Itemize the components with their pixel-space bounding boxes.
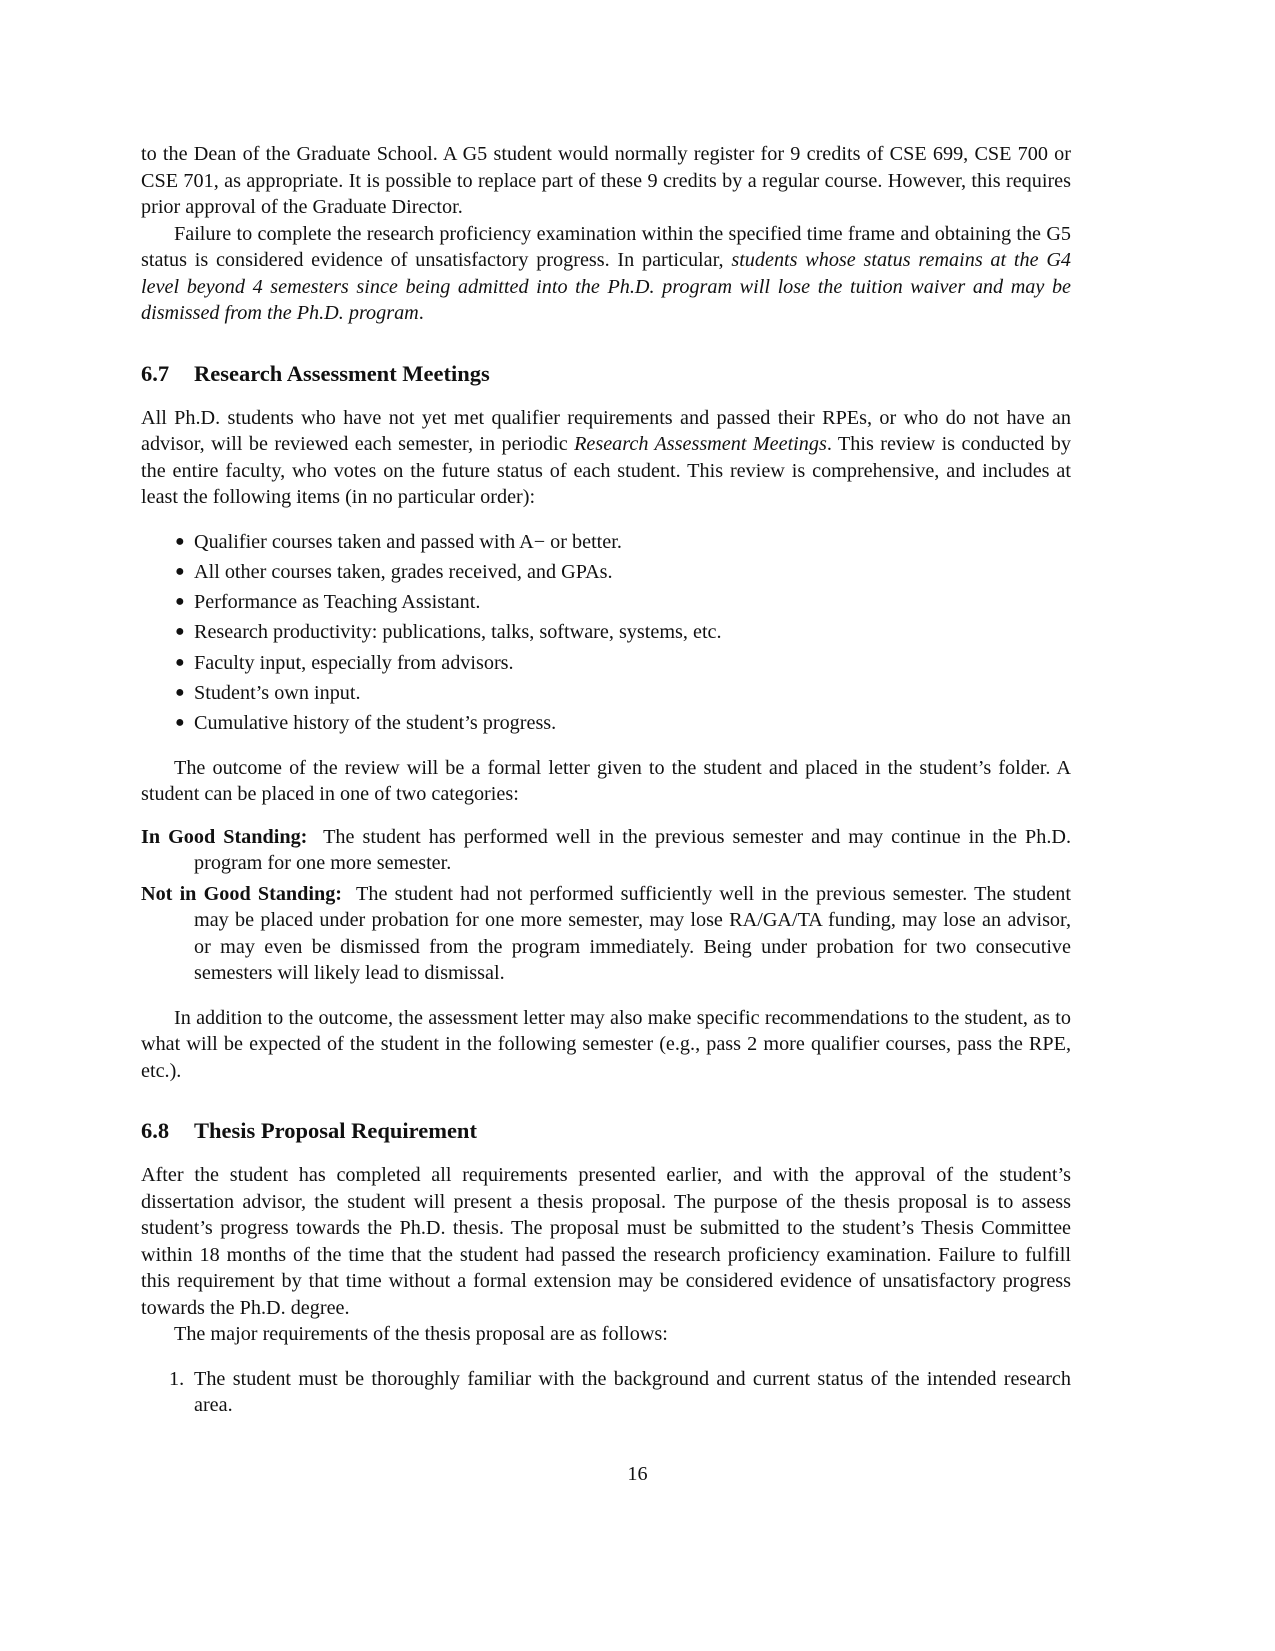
bullet-icon: ● <box>175 683 185 701</box>
category-item <box>141 824 1071 877</box>
paragraph: The major requirements of the thesis proposal are as follows: <box>174 1323 668 1346</box>
list-item-text: Qualifier courses taken and passed with A− or better. <box>194 530 622 553</box>
list-item <box>141 619 1071 646</box>
text-run: All Ph.D. students who have not yet met qualifier requirements and passed their RPEs, or who do not have an advisor, will be reviewed each semester, in periodic <box>141 406 1071 455</box>
list-item-text: The student must be thoroughly familiar with the background and current status of the intended research area. <box>194 1367 1071 1417</box>
paragraph: to the Dean of the Graduate School. A G5 student would normally register for 9 credits of CSE 699, CSE 700 or CSE 701, as appropriate. It is possible to replace part of these 9 credits by a regular course. However, this requires prior approval of the Graduate Director. <box>141 143 1071 218</box>
emphasis-text: students whose status remains at the G4 level beyond 4 semesters since being admitted into the Ph.D. program will lose the tuition waiver and may be dismissed from the Ph.D. program <box>141 249 1071 324</box>
category-description: The student had not performed sufficiently well in the previous semester. The student may be placed under probation for one more semester, may lose RA/GA/TA funding, may lose an advisor, or may even be dismissed from the program immediately. Being under probation for two consecutive semesters will likely lead to dismissal. <box>194 882 1072 985</box>
list-item-text: Performance as Teaching Assistant. <box>194 591 481 614</box>
list-item-text: Cumulative history of the student’s progress. <box>194 712 557 735</box>
bullet-icon: ● <box>175 714 185 732</box>
assessment-items-list <box>141 529 1071 737</box>
bullet-icon: ● <box>175 623 185 641</box>
section-heading <box>141 360 1071 388</box>
paragraph <box>141 221 1071 327</box>
list-item-text: Research productivity: publications, talks, software, systems, etc. <box>194 621 722 644</box>
list-item-text: All other courses taken, grades received, and GPAs. <box>194 560 613 583</box>
list-item <box>141 589 1071 616</box>
paragraph <box>141 405 1071 511</box>
document-page <box>141 141 1071 1419</box>
category-term: Not in Good Standing: <box>141 882 343 905</box>
emphasis-text: Research Assessment Meetings <box>574 433 827 455</box>
page-number: 16 <box>627 1463 648 1485</box>
text-run: . This review is conducted by the entire faculty, who votes on the future status of each student. This review is comprehensive, and includes at least the following items (in no particular order): <box>141 433 1071 508</box>
proposal-requirements-list <box>141 1366 1071 1419</box>
paragraph: After the student has completed all requirements presented earlier, and with the approval of the student’s dissertation advisor, the student will present a thesis proposal. The purpose of the thesis proposal is to assess student’s progress towards the Ph.D. thesis. The proposal must be submitted to the student’s Thesis Committee within 18 months of the time that the student had passed the research proficiency examination. Failure to fulfill this requirement by that time without a formal extension may be considered evidence of unsatisfactory progress towards the Ph.D. degree. <box>141 1164 1071 1319</box>
text-run: . <box>418 302 424 324</box>
section-heading <box>141 1117 1071 1145</box>
bullet-icon: ● <box>175 593 185 611</box>
bullet-icon: ● <box>175 562 185 580</box>
section-number: 6.7 <box>141 360 170 386</box>
section-title: Thesis Proposal Requirement <box>194 1118 477 1144</box>
list-item <box>141 529 1071 556</box>
list-item <box>141 1366 1071 1419</box>
section-title: Research Assessment Meetings <box>194 360 490 386</box>
list-item <box>141 650 1071 677</box>
bullet-icon: ● <box>175 653 185 671</box>
paragraph: The outcome of the review will be a formal letter given to the student and placed in the student’s folder. A student can be placed in one of two categories: <box>141 756 1071 806</box>
category-description: The student has performed well in the previous semester and may continue in the Ph.D. program for one more semester. <box>194 825 1071 875</box>
standing-categories <box>141 824 1071 987</box>
bullet-icon: ● <box>175 532 185 550</box>
category-term: In Good Standing: <box>141 825 308 848</box>
list-item-text: Faculty input, especially from advisors. <box>194 651 514 674</box>
list-item <box>141 559 1071 586</box>
text-run: Failure to complete the research proficiency examination within the specified time frame and obtaining the G5 status is considered evidence of unsatisfactory progress. In particular, <box>141 222 1071 271</box>
list-item-number: 1. <box>169 1367 185 1390</box>
section-number: 6.8 <box>141 1118 170 1144</box>
paragraph: In addition to the outcome, the assessment letter may also make specific recommendations to the student, as to what will be expected of the student in the following semester (e.g., pass 2 more qualifier courses, pass the RPE, etc.). <box>141 1006 1071 1082</box>
list-item <box>141 680 1071 707</box>
list-item <box>141 710 1071 737</box>
list-item-text: Student’s own input. <box>194 681 361 704</box>
category-item <box>141 881 1071 987</box>
